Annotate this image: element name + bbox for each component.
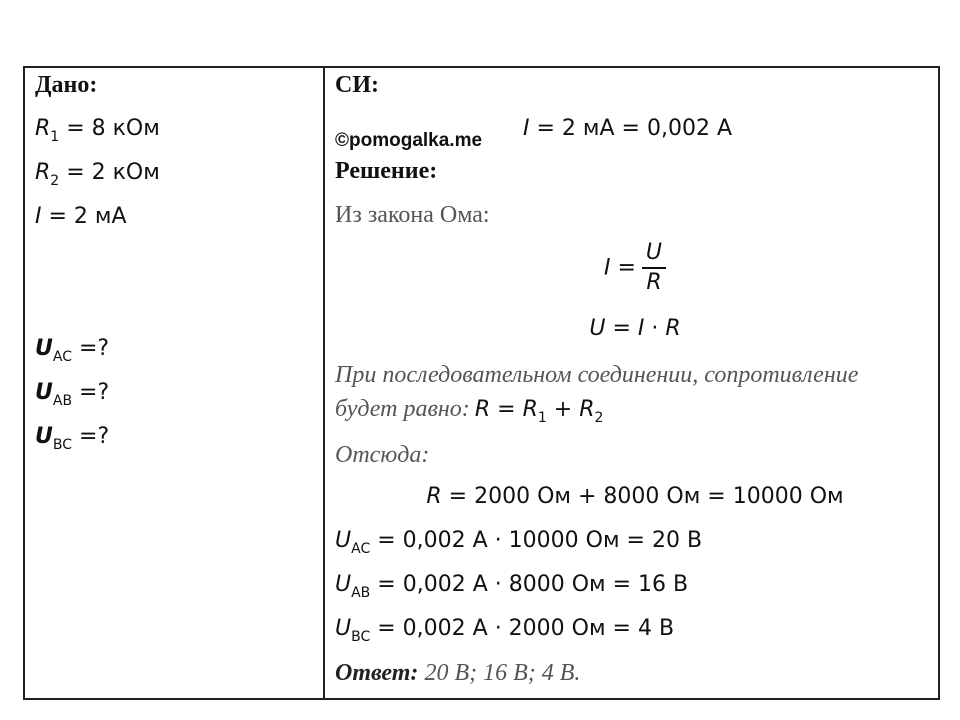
result-uac: $U_{AC} = 0,002$ А · 10000 Ом = 20 В bbox=[335, 528, 703, 557]
si-conversion: I = 2 мА = 0,002 А bbox=[523, 116, 733, 141]
solution-header: Решение: bbox=[335, 158, 438, 184]
solution-column bbox=[335, 68, 935, 698]
given-r1: $R_1 = 8$ кОм bbox=[35, 116, 160, 145]
given-column bbox=[35, 68, 315, 698]
find-uab: $U_{AB}$ =? bbox=[35, 380, 110, 409]
ohm-law-intro: Из закона Ома: bbox=[335, 202, 490, 228]
find-ubc: $U_{BC}$ =? bbox=[35, 424, 110, 453]
given-header: Дано: bbox=[35, 72, 98, 98]
series-text: При последовательном соединении, сопротивление bbox=[335, 362, 859, 388]
solution-table bbox=[23, 66, 940, 700]
given-current: I = 2 мА bbox=[35, 204, 127, 229]
fraction: $\frac{U}{R}$ bbox=[642, 240, 666, 297]
given-r2: $R_2 = 2$ кОм bbox=[35, 160, 160, 189]
result-uab: $U_{AB} = 0,002$ А · 8000 Ом = 16 В bbox=[335, 572, 689, 601]
series-formula: $R = R_1 + R_2$ bbox=[474, 397, 604, 426]
find-uac: $U_{AC}$ =? bbox=[35, 336, 110, 365]
total-resistance: R = 2000 Ом + 8000 Ом = 10000 Ом bbox=[426, 484, 844, 509]
si-header: СИ: bbox=[335, 72, 379, 98]
hence-text: Отсюда: bbox=[335, 442, 430, 468]
ohm-law-formula: I = $\frac{U}{R}$ bbox=[335, 240, 935, 297]
result-ubc: $U_{BC} = 0,002$ А · 2000 Ом = 4 В bbox=[335, 616, 675, 645]
answer: Ответ: 20 В; 16 В; 4 В. bbox=[335, 660, 581, 686]
watermark: ©pomogalka.me bbox=[335, 130, 483, 151]
column-divider bbox=[323, 68, 325, 698]
voltage-formula: U = I · R bbox=[589, 316, 681, 341]
series-formula-line: будет равно: $R = R_1 + R_2$ bbox=[335, 396, 604, 426]
